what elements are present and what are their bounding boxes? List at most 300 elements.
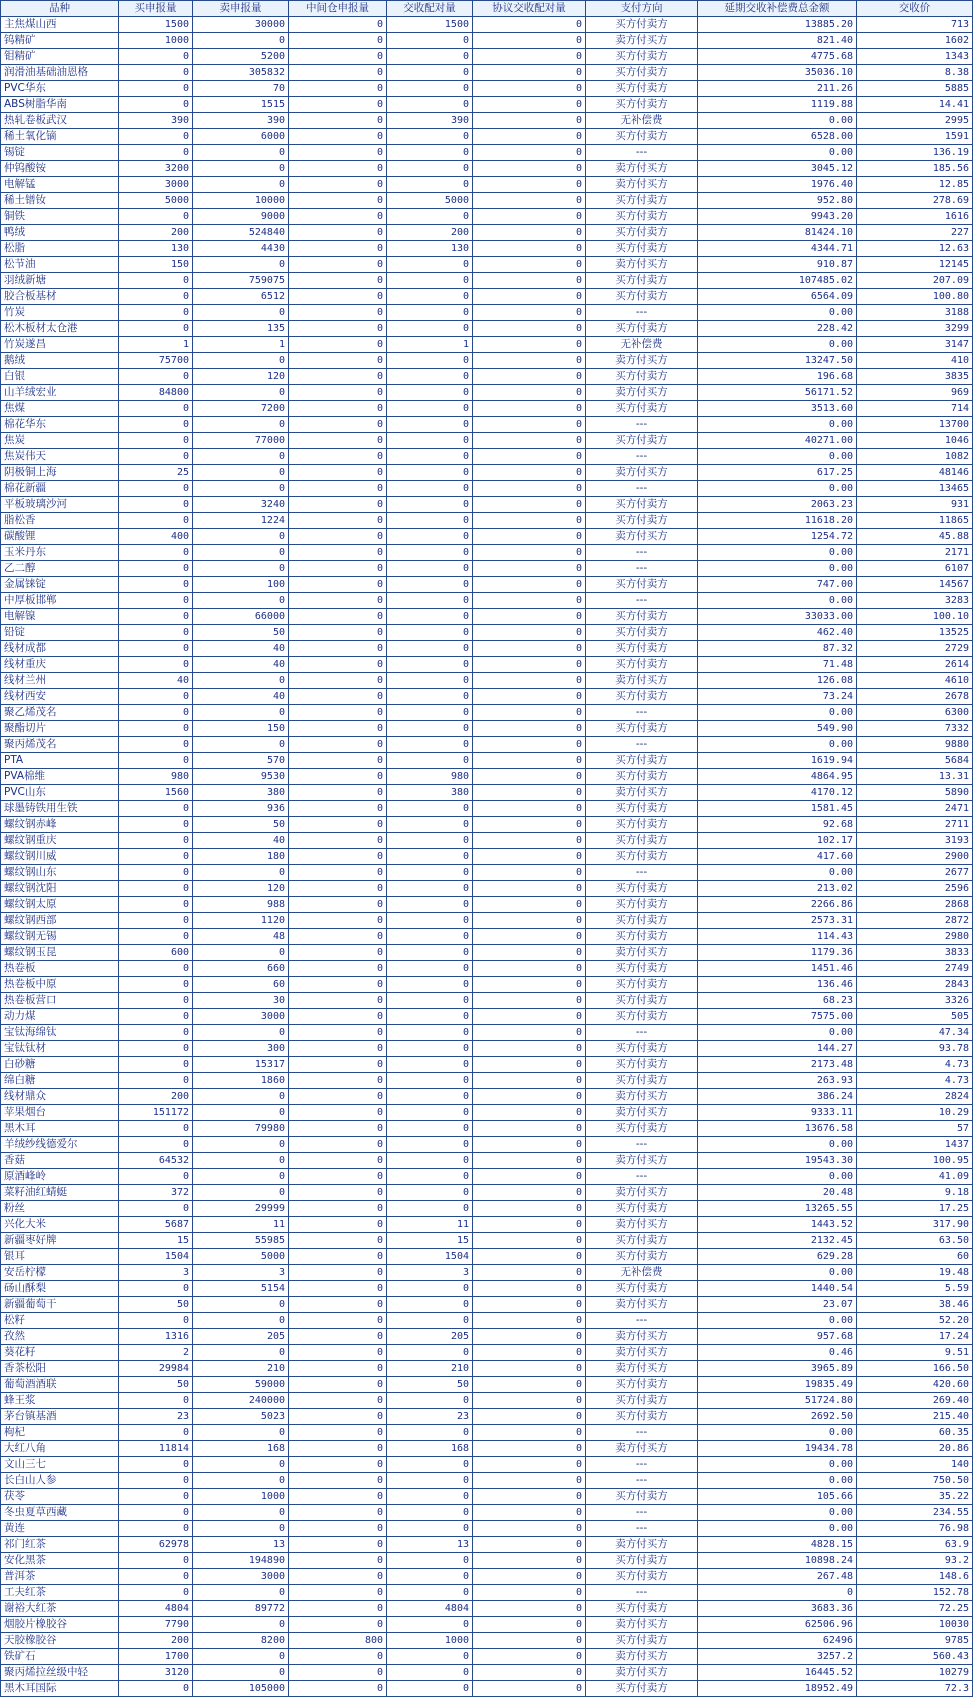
cell-compensation: 73.24 [698,689,857,705]
cell-variety: 聚丙烯茂名 [1,737,119,753]
cell-sell-qty: 135 [193,321,289,337]
cell-variety: 蜂王浆 [1,1393,119,1409]
cell-variety: 黄连 [1,1521,119,1537]
table-row [1,305,973,321]
table-row [1,849,973,865]
cell-price: 9.51 [857,1345,973,1361]
cell-pay-direction: 买方付卖方 [586,193,698,209]
cell-price: 52.20 [857,1313,973,1329]
cell-agreement-qty: 0 [473,769,586,785]
cell-price: 60 [857,1249,973,1265]
table-row [1,513,973,529]
cell-price: 2995 [857,113,973,129]
cell-price: 2596 [857,881,973,897]
cell-compensation: 62496 [698,1633,857,1649]
cell-buy-qty: 0 [119,289,193,305]
cell-agreement-qty: 0 [473,497,586,513]
cell-price: 12.85 [857,177,973,193]
cell-agreement-qty: 0 [473,625,586,641]
table-row [1,1137,973,1153]
cell-matched-qty: 0 [387,1025,473,1041]
cell-mid-qty: 0 [289,913,387,929]
cell-buy-qty: 0 [119,849,193,865]
cell-matched-qty: 15 [387,1233,473,1249]
cell-compensation: 0.00 [698,1313,857,1329]
cell-pay-direction: --- [586,1585,698,1601]
table-row [1,161,973,177]
cell-pay-direction: 买方付卖方 [586,401,698,417]
cell-price: 10279 [857,1665,973,1681]
cell-sell-qty: 10000 [193,193,289,209]
cell-sell-qty: 1515 [193,97,289,113]
cell-agreement-qty: 0 [473,49,586,65]
cell-compensation: 19543.30 [698,1153,857,1169]
table-row [1,577,973,593]
cell-variety: 碳酸锂 [1,529,119,545]
table-row [1,481,973,497]
cell-price: 1046 [857,433,973,449]
cell-sell-qty: 210 [193,1361,289,1377]
cell-agreement-qty: 0 [473,209,586,225]
cell-agreement-qty: 0 [473,945,586,961]
cell-pay-direction: 买方付卖方 [586,513,698,529]
cell-price: 714 [857,401,973,417]
cell-agreement-qty: 0 [473,65,586,81]
cell-sell-qty: 205 [193,1329,289,1345]
cell-mid-qty: 0 [289,897,387,913]
cell-variety: 钼精矿 [1,49,119,65]
cell-sell-qty: 0 [193,33,289,49]
cell-agreement-qty: 0 [473,1521,586,1537]
cell-buy-qty: 29984 [119,1361,193,1377]
header-matched-qty: 交收配对量 [387,1,473,17]
cell-mid-qty: 0 [289,705,387,721]
cell-matched-qty: 0 [387,833,473,849]
cell-sell-qty: 105000 [193,1681,289,1697]
cell-variety: 葵花籽 [1,1345,119,1361]
cell-matched-qty: 50 [387,1377,473,1393]
cell-sell-qty: 0 [193,737,289,753]
cell-compensation: 0.00 [698,561,857,577]
table-row [1,657,973,673]
cell-sell-qty: 59000 [193,1377,289,1393]
cell-price: 2980 [857,929,973,945]
cell-pay-direction: 买方付卖方 [586,1377,698,1393]
cell-mid-qty: 0 [289,1441,387,1457]
table-row [1,993,973,1009]
cell-mid-qty: 0 [289,1169,387,1185]
cell-variety: 焦煤 [1,401,119,417]
cell-price: 2900 [857,849,973,865]
cell-buy-qty: 0 [119,705,193,721]
cell-compensation: 4170.12 [698,785,857,801]
cell-price: 14567 [857,577,973,593]
cell-variety: 竹炭遂昌 [1,337,119,353]
cell-compensation: 0 [698,1585,857,1601]
cell-sell-qty: 0 [193,1345,289,1361]
cell-price: 410 [857,353,973,369]
cell-agreement-qty: 0 [473,993,586,1009]
cell-compensation: 71.48 [698,657,857,673]
cell-agreement-qty: 0 [473,1681,586,1697]
cell-price: 4.73 [857,1073,973,1089]
cell-matched-qty: 0 [387,1089,473,1105]
cell-mid-qty: 0 [289,161,387,177]
cell-sell-qty: 1120 [193,913,289,929]
cell-variety: 宝钛钛材 [1,1041,119,1057]
cell-buy-qty: 0 [119,49,193,65]
table-row [1,193,973,209]
cell-price: 166.50 [857,1361,973,1377]
cell-agreement-qty: 0 [473,689,586,705]
cell-variety: 竹炭 [1,305,119,321]
cell-pay-direction: 买方付卖方 [586,817,698,833]
cell-buy-qty: 0 [119,209,193,225]
cell-mid-qty: 0 [289,1329,387,1345]
cell-agreement-qty: 0 [473,1297,586,1313]
cell-buy-qty: 0 [119,1057,193,1073]
table-row [1,369,973,385]
cell-price: 1602 [857,33,973,49]
cell-compensation: 56171.52 [698,385,857,401]
cell-variety: 线材重庆 [1,657,119,673]
cell-buy-qty: 5687 [119,1217,193,1233]
cell-agreement-qty: 0 [473,113,586,129]
cell-buy-qty: 0 [119,1553,193,1569]
cell-agreement-qty: 0 [473,289,586,305]
cell-pay-direction: --- [586,481,698,497]
cell-buy-qty: 25 [119,465,193,481]
cell-agreement-qty: 0 [473,1249,586,1265]
cell-compensation: 35036.10 [698,65,857,81]
cell-agreement-qty: 0 [473,1073,586,1089]
cell-sell-qty: 48 [193,929,289,945]
cell-price: 63.50 [857,1233,973,1249]
table-row [1,1601,973,1617]
cell-variety: 螺纹钢太原 [1,897,119,913]
cell-compensation: 4828.15 [698,1537,857,1553]
cell-mid-qty: 0 [289,849,387,865]
cell-variety: 球墨铸铁用生铁 [1,801,119,817]
cell-sell-qty: 0 [193,353,289,369]
cell-compensation: 2692.50 [698,1409,857,1425]
table-row [1,81,973,97]
cell-buy-qty: 390 [119,113,193,129]
cell-pay-direction: 买方付卖方 [586,913,698,929]
cell-agreement-qty: 0 [473,721,586,737]
cell-mid-qty: 0 [289,129,387,145]
table-row [1,689,973,705]
cell-price: 1343 [857,49,973,65]
cell-matched-qty: 0 [387,849,473,865]
cell-agreement-qty: 0 [473,1265,586,1281]
cell-sell-qty: 0 [193,1185,289,1201]
cell-sell-qty: 40 [193,689,289,705]
table-row [1,673,973,689]
cell-matched-qty: 0 [387,961,473,977]
cell-agreement-qty: 0 [473,1137,586,1153]
cell-price: 8.38 [857,65,973,81]
cell-price: 140 [857,1457,973,1473]
cell-matched-qty: 390 [387,113,473,129]
cell-mid-qty: 0 [289,881,387,897]
cell-buy-qty: 400 [119,529,193,545]
cell-sell-qty: 0 [193,1425,289,1441]
cell-price: 1616 [857,209,973,225]
cell-buy-qty: 1560 [119,785,193,801]
cell-variety: 宝钛海绵钛 [1,1025,119,1041]
cell-compensation: 18952.49 [698,1681,857,1697]
cell-mid-qty: 0 [289,353,387,369]
cell-matched-qty: 0 [387,1057,473,1073]
cell-compensation: 1119.88 [698,97,857,113]
cell-mid-qty: 0 [289,1073,387,1089]
cell-sell-qty: 89772 [193,1601,289,1617]
cell-compensation: 6528.00 [698,129,857,145]
cell-pay-direction: 卖方付买方 [586,1361,698,1377]
cell-buy-qty: 0 [119,1393,193,1409]
cell-compensation: 0.46 [698,1345,857,1361]
cell-agreement-qty: 0 [473,881,586,897]
cell-pay-direction: --- [586,305,698,321]
cell-variety: 焦炭 [1,433,119,449]
cell-agreement-qty: 0 [473,913,586,929]
cell-price: 14.41 [857,97,973,113]
cell-sell-qty: 150 [193,721,289,737]
cell-variety: 苹果烟台 [1,1105,119,1121]
cell-buy-qty: 200 [119,1089,193,1105]
cell-variety: 动力煤 [1,1009,119,1025]
table-row [1,257,973,273]
cell-compensation: 267.48 [698,1569,857,1585]
cell-matched-qty: 0 [387,417,473,433]
cell-agreement-qty: 0 [473,977,586,993]
cell-matched-qty: 0 [387,1457,473,1473]
cell-compensation: 2266.86 [698,897,857,913]
cell-price: 13700 [857,417,973,433]
cell-buy-qty: 0 [119,1073,193,1089]
cell-compensation: 107485.02 [698,273,857,289]
cell-agreement-qty: 0 [473,545,586,561]
cell-sell-qty: 0 [193,945,289,961]
table-row [1,1265,973,1281]
cell-variety: 烟胶片橡胶谷 [1,1617,119,1633]
cell-pay-direction: 买方付卖方 [586,97,698,113]
cell-mid-qty: 0 [289,369,387,385]
cell-matched-qty: 0 [387,913,473,929]
cell-buy-qty: 0 [119,1585,193,1601]
cell-compensation: 4344.71 [698,241,857,257]
cell-pay-direction: 买方付卖方 [586,497,698,513]
cell-variety: 香菇 [1,1153,119,1169]
table-row [1,1105,973,1121]
cell-matched-qty: 0 [387,1425,473,1441]
cell-compensation: 213.02 [698,881,857,897]
cell-buy-qty: 0 [119,433,193,449]
table-row [1,1681,973,1697]
cell-matched-qty: 0 [387,1297,473,1313]
cell-variety: PTA [1,753,119,769]
cell-sell-qty: 936 [193,801,289,817]
cell-sell-qty: 55985 [193,1233,289,1249]
cell-agreement-qty: 0 [473,1281,586,1297]
table-row [1,1505,973,1521]
cell-sell-qty: 180 [193,849,289,865]
cell-matched-qty: 0 [387,65,473,81]
cell-price: 215.40 [857,1409,973,1425]
cell-compensation: 0.00 [698,1265,857,1281]
cell-mid-qty: 800 [289,1633,387,1649]
cell-variety: 主焦煤山西 [1,17,119,33]
table-row [1,1217,973,1233]
cell-variety: 安化黑茶 [1,1553,119,1569]
cell-matched-qty: 205 [387,1329,473,1345]
cell-mid-qty: 0 [289,257,387,273]
cell-buy-qty: 600 [119,945,193,961]
cell-matched-qty: 0 [387,369,473,385]
cell-matched-qty: 130 [387,241,473,257]
cell-agreement-qty: 0 [473,433,586,449]
cell-variety: 菜籽油红蜻蜓 [1,1185,119,1201]
cell-pay-direction: 卖方付买方 [586,1345,698,1361]
table-row [1,465,973,481]
cell-buy-qty: 64532 [119,1153,193,1169]
cell-compensation: 821.40 [698,33,857,49]
table-row [1,1009,973,1025]
cell-sell-qty: 29999 [193,1201,289,1217]
cell-pay-direction: 买方付卖方 [586,769,698,785]
cell-pay-direction: 卖方付买方 [586,785,698,801]
cell-agreement-qty: 0 [473,1201,586,1217]
table-row [1,545,973,561]
table-row [1,1089,973,1105]
cell-variety: 聚乙烯茂名 [1,705,119,721]
cell-pay-direction: 买方付卖方 [586,1233,698,1249]
cell-sell-qty: 3000 [193,1569,289,1585]
cell-variety: 黑木耳国际 [1,1681,119,1697]
table-row [1,1617,973,1633]
cell-matched-qty: 0 [387,1553,473,1569]
cell-price: 713 [857,17,973,33]
table-row [1,785,973,801]
cell-variety: 孜然 [1,1329,119,1345]
cell-variety: 线材成都 [1,641,119,657]
cell-compensation: 19434.78 [698,1441,857,1457]
cell-buy-qty: 0 [119,129,193,145]
cell-agreement-qty: 0 [473,1185,586,1201]
cell-pay-direction: 买方付卖方 [586,1489,698,1505]
cell-compensation: 952.80 [698,193,857,209]
cell-compensation: 23.07 [698,1297,857,1313]
cell-mid-qty: 0 [289,1297,387,1313]
table-row [1,897,973,913]
cell-variety: 葡萄酒酒联 [1,1377,119,1393]
cell-compensation: 1443.52 [698,1217,857,1233]
table-row [1,1441,973,1457]
cell-compensation: 81424.10 [698,225,857,241]
cell-agreement-qty: 0 [473,897,586,913]
cell-agreement-qty: 0 [473,81,586,97]
cell-variety: 鹅绒 [1,353,119,369]
cell-variety: 中厚板邯郸 [1,593,119,609]
cell-price: 2868 [857,897,973,913]
cell-price: 5684 [857,753,973,769]
cell-mid-qty: 0 [289,1585,387,1601]
cell-mid-qty: 0 [289,1201,387,1217]
table-row [1,385,973,401]
cell-price: 1082 [857,449,973,465]
cell-buy-qty: 980 [119,769,193,785]
table-header [1,1,973,17]
cell-price: 17.24 [857,1329,973,1345]
cell-variety: 螺纹钢重庆 [1,833,119,849]
cell-buy-qty: 0 [119,1201,193,1217]
table-row [1,609,973,625]
header-mid-qty: 中间仓申报量 [289,1,387,17]
cell-variety: 兴化大米 [1,1217,119,1233]
table-row [1,1665,973,1681]
cell-matched-qty: 0 [387,641,473,657]
cell-agreement-qty: 0 [473,449,586,465]
cell-variety: 棉花新疆 [1,481,119,497]
cell-matched-qty: 0 [387,209,473,225]
table-row [1,49,973,65]
cell-variety: 普洱茶 [1,1569,119,1585]
cell-price: 185.56 [857,161,973,177]
cell-variety: 砀山酥梨 [1,1281,119,1297]
cell-agreement-qty: 0 [473,1217,586,1233]
cell-pay-direction: 卖方付买方 [586,1297,698,1313]
cell-compensation: 0.00 [698,705,857,721]
cell-buy-qty: 0 [119,481,193,497]
cell-variety: 原酒峰岭 [1,1169,119,1185]
cell-compensation: 144.27 [698,1041,857,1057]
cell-pay-direction: 卖方付买方 [586,161,698,177]
cell-pay-direction: 买方付卖方 [586,753,698,769]
cell-sell-qty: 0 [193,1505,289,1521]
cell-mid-qty: 0 [289,785,387,801]
cell-mid-qty: 0 [289,385,387,401]
cell-compensation: 20.48 [698,1185,857,1201]
cell-mid-qty: 0 [289,577,387,593]
cell-pay-direction: --- [586,1425,698,1441]
table-row [1,1425,973,1441]
table-row [1,1489,973,1505]
cell-buy-qty: 0 [119,1041,193,1057]
cell-matched-qty: 0 [387,1185,473,1201]
cell-price: 45.88 [857,529,973,545]
cell-agreement-qty: 0 [473,1057,586,1073]
cell-variety: 钨精矿 [1,33,119,49]
cell-buy-qty: 50 [119,1297,193,1313]
cell-price: 48146 [857,465,973,481]
cell-compensation: 910.87 [698,257,857,273]
cell-price: 9880 [857,737,973,753]
cell-sell-qty: 5023 [193,1409,289,1425]
cell-sell-qty: 0 [193,417,289,433]
cell-agreement-qty: 0 [473,225,586,241]
cell-price: 3326 [857,993,973,1009]
cell-buy-qty: 84800 [119,385,193,401]
cell-mid-qty: 0 [289,593,387,609]
cell-variety: 乙二醇 [1,561,119,577]
cell-mid-qty: 0 [289,977,387,993]
cell-sell-qty: 120 [193,369,289,385]
cell-sell-qty: 50 [193,625,289,641]
table-row [1,977,973,993]
cell-agreement-qty: 0 [473,417,586,433]
cell-sell-qty: 0 [193,481,289,497]
